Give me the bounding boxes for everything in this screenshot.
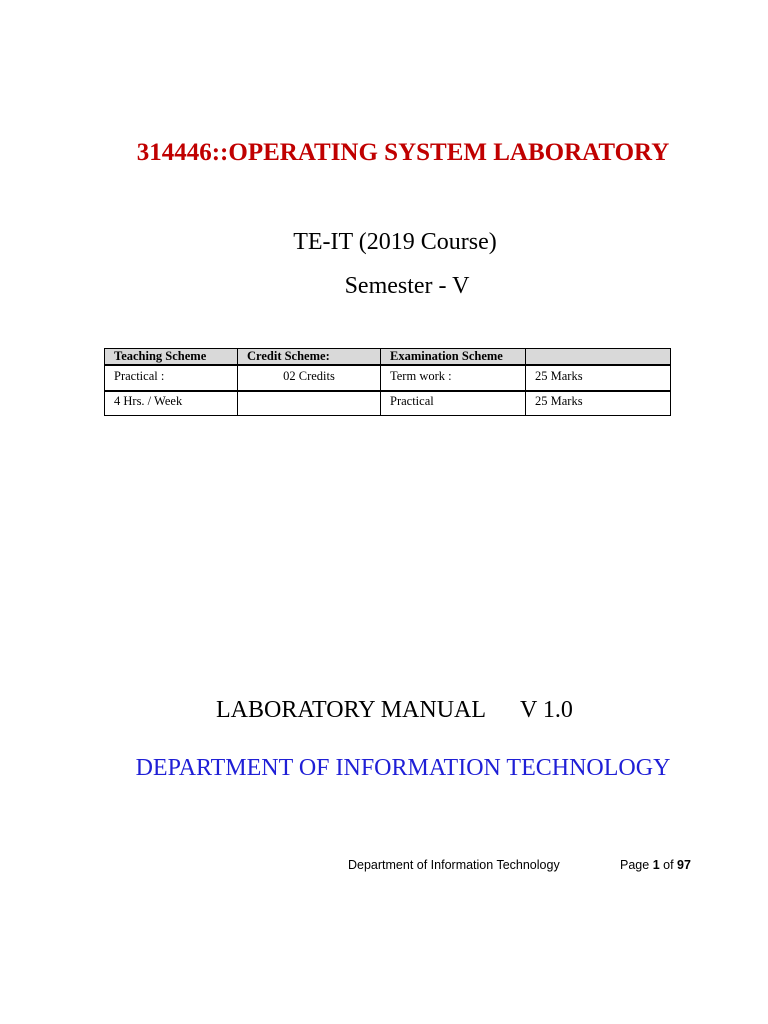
page-footer [348,858,691,872]
table-row [105,391,671,416]
manual-heading [216,697,573,724]
table-cell: 25 Marks [526,365,671,391]
document-title: 314446::OPERATING SYSTEM LABORATORY [136,139,670,166]
table-row [105,365,671,391]
page-prefix: Page [620,858,650,872]
semester-subtitle: Semester - V [344,273,470,299]
table-cell: Practical : [105,365,238,391]
table-header-cell: Examination Scheme [381,349,526,366]
page-of: of [663,858,674,872]
manual-version: V 1.0 [520,697,573,723]
table-cell: Term work : [381,365,526,391]
table-header-cell: Teaching Scheme [105,349,238,366]
department-heading: DEPARTMENT OF INFORMATION TECHNOLOGY [135,755,671,781]
scheme-table [104,348,671,416]
page-total: 97 [677,858,691,872]
table-cell: 25 Marks [526,391,671,416]
course-subtitle: TE-IT (2019 Course) [293,229,497,255]
table-cell [238,391,381,416]
footer-department: Department of Information Technology [348,858,560,872]
manual-label: LABORATORY MANUAL [216,697,487,723]
table-header-row [105,349,671,366]
table-header-cell: Credit Scheme: [238,349,381,366]
table-cell: Practical [381,391,526,416]
table-cell: 02 Credits [238,365,381,391]
table-header-cell [526,349,671,366]
page-indicator [620,858,691,872]
page-number: 1 [652,858,660,872]
table-cell: 4 Hrs. / Week [105,391,238,416]
